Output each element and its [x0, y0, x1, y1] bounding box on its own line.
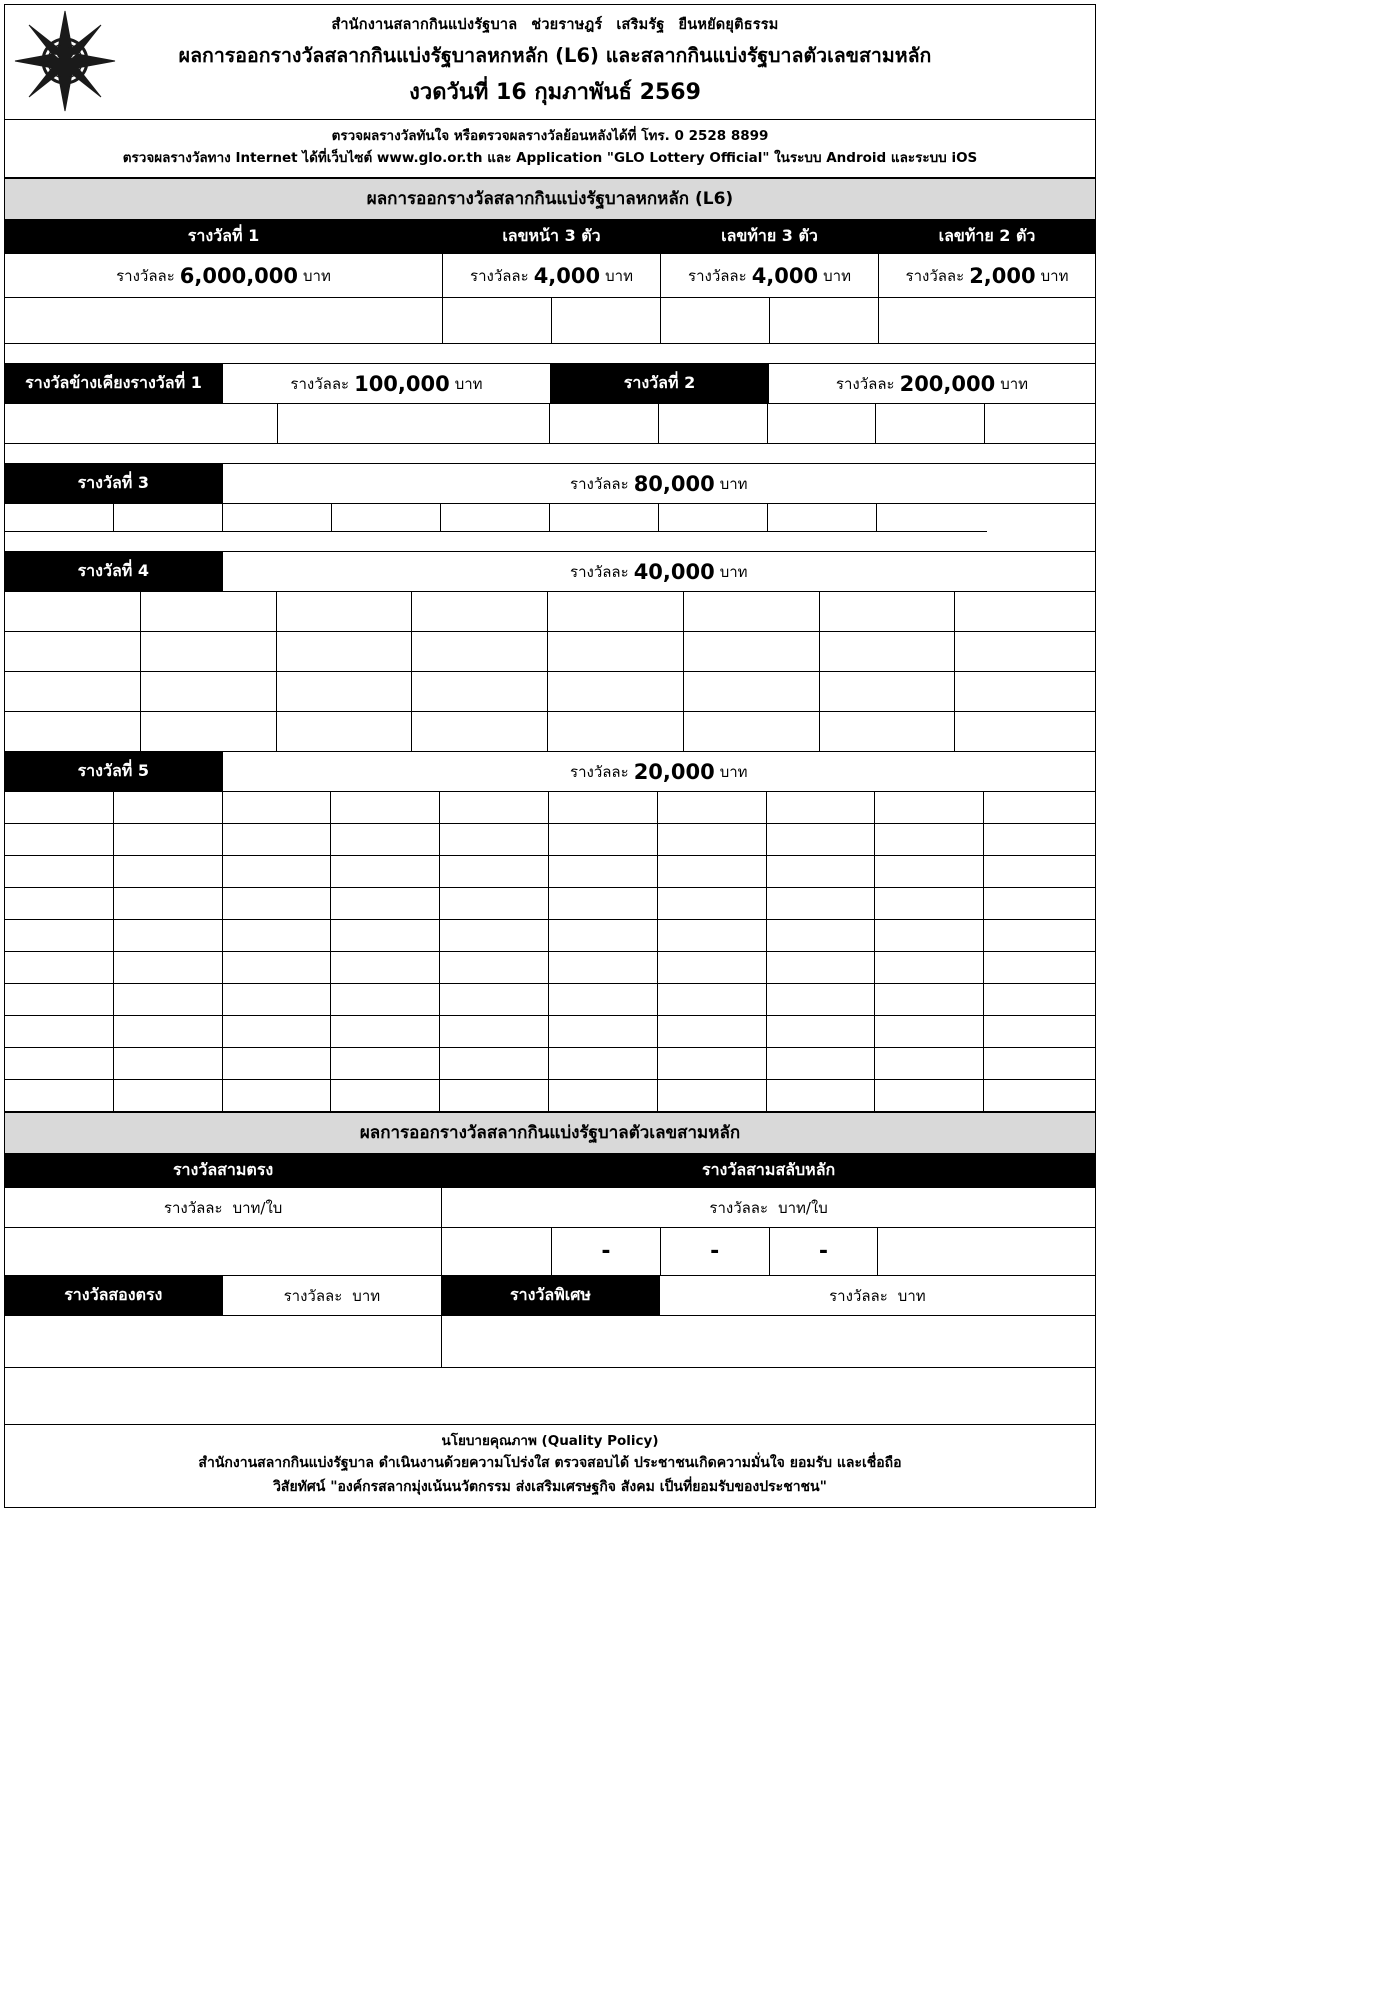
table-cell-prize4	[955, 632, 1095, 672]
table-cell-prize5	[658, 1048, 767, 1080]
table-cell-prize4	[548, 592, 684, 632]
amount-suffix: บาท	[303, 266, 331, 285]
table-cell-prize4	[820, 632, 956, 672]
table-cell-prize5-row	[5, 1080, 1095, 1112]
amount-suffix: บาท	[823, 266, 851, 285]
number-back2	[879, 298, 1095, 344]
l6-section-title: ผลการออกรางวัลสลากกินแบ่งรัฐบาลหกหลัก (L6)	[5, 178, 1095, 220]
table-cell-prize5	[114, 1016, 223, 1048]
table-cell-prize2	[985, 404, 1095, 444]
table-cell-prize4	[548, 632, 684, 672]
table-cell-prize4	[5, 712, 141, 752]
table-cell-prize5	[331, 984, 440, 1016]
table-cell-prize5	[5, 1048, 114, 1080]
number-adjacent-b	[278, 404, 551, 444]
amount-suffix: บาท	[1000, 374, 1029, 393]
table-cell-prize3	[550, 504, 659, 532]
table-cell-prize5	[984, 1080, 1095, 1112]
table-cell-prize5-row	[5, 1016, 1095, 1048]
table-cell-prize5	[223, 1048, 332, 1080]
table-cell-prize5	[984, 888, 1095, 920]
results-sheet	[4, 4, 1096, 1508]
table-cell-prize5	[440, 1016, 549, 1048]
table-cell-prize5	[440, 824, 549, 856]
contact-phone-line: ตรวจผลรางวัลทันใจ หรือตรวจผลรางวัลย้อนหลังได้ที่ โทร. 0 2528 8899	[331, 128, 769, 144]
number-back3-a	[661, 298, 770, 344]
table-cell-prize5	[223, 952, 332, 984]
amount-value-prize5: 20,000	[633, 759, 715, 784]
amount-prefix: รางวัลละ	[829, 1286, 888, 1305]
header-back2: เลขท้าย 2 ตัว	[879, 220, 1095, 254]
table-cell-prize4	[684, 592, 820, 632]
table-cell-prize5	[875, 952, 984, 984]
amount-suffix: บาท/ใบ	[232, 1198, 283, 1217]
table-cell-prize5	[875, 856, 984, 888]
table-cell-prize5	[875, 888, 984, 920]
label-prize5: รางวัลที่ 5	[5, 752, 223, 792]
number-three-straight	[5, 1228, 442, 1276]
table-cell-prize4	[820, 672, 956, 712]
table-cell-prize5	[984, 984, 1095, 1016]
table-cell-prize4	[684, 712, 820, 752]
table-cell-prize5	[223, 824, 332, 856]
table-cell-prize5	[440, 1048, 549, 1080]
table-cell-prize5-row	[5, 984, 1095, 1016]
table-cell-prize5-row	[5, 920, 1095, 952]
table-cell-prize5	[114, 920, 223, 952]
amount-suffix: บาท	[897, 1286, 926, 1305]
table-cell-prize5	[875, 1080, 984, 1112]
table-cell-prize3	[659, 504, 768, 532]
table-cell-prize4-row	[5, 712, 1095, 752]
table-cell-prize5	[223, 1080, 332, 1112]
table-cell-prize5	[5, 792, 114, 824]
table-cell-prize5	[5, 856, 114, 888]
table-cell-prize5	[984, 1016, 1095, 1048]
amount-suffix: บาท	[719, 762, 748, 781]
table-cell-prize5	[658, 792, 767, 824]
garuda-emblem-icon	[5, 9, 125, 113]
table-cell-prize5	[767, 984, 876, 1016]
table-cell-prize4	[820, 712, 956, 752]
prize5-grid	[5, 792, 1095, 1112]
table-cell-prize5	[658, 984, 767, 1016]
amount-suffix: บาท	[719, 474, 748, 493]
amount-prefix: รางวัลละ	[290, 374, 350, 393]
table-cell-prize5	[114, 1048, 223, 1080]
l3-section-title: ผลการออกรางวัลสลากกินแบ่งรัฐบาลตัวเลขสามหลัก	[5, 1112, 1095, 1154]
quality-policy-title: นโยบายคุณภาพ (Quality Policy)	[441, 1433, 659, 1450]
table-cell-prize4	[684, 672, 820, 712]
label-special-prize: รางวัลพิเศษ	[442, 1276, 660, 1316]
table-cell-prize4	[955, 592, 1095, 632]
table-cell-prize5	[114, 888, 223, 920]
table-cell-prize5	[549, 984, 658, 1016]
l3-second-header-row	[5, 1276, 1095, 1316]
amount-value-adjacent: 100,000	[354, 371, 450, 396]
amount-value-back3: 4,000	[751, 263, 819, 288]
table-cell-prize5-row	[5, 888, 1095, 920]
document-footer	[5, 1424, 1095, 1506]
slogan-2: เสริมรัฐ	[616, 17, 665, 33]
amount-value-prize4: 40,000	[633, 559, 715, 584]
number-back3-b	[770, 298, 879, 344]
amount-front3	[443, 254, 661, 298]
amount-prize4	[223, 552, 1095, 592]
table-cell-prize5	[5, 1080, 114, 1112]
label-three-mixed: รางวัลสามสลับหลัก	[442, 1154, 1095, 1188]
table-cell-prize3	[223, 504, 332, 532]
amount-two-straight	[223, 1276, 443, 1316]
table-cell-prize5	[767, 1016, 876, 1048]
table-cell-prize4	[412, 712, 548, 752]
table-cell-prize5	[767, 1080, 876, 1112]
amount-prefix: รางวัลละ	[283, 1286, 343, 1305]
table-cell-prize5	[331, 824, 440, 856]
table-cell-prize4	[277, 712, 413, 752]
table-cell-prize4	[548, 712, 684, 752]
spacer-row-bottom	[5, 1368, 1095, 1424]
table-cell-prize5	[549, 824, 658, 856]
label-three-straight: รางวัลสามตรง	[5, 1154, 442, 1188]
amount-prefix: รางวัลละ	[688, 266, 747, 285]
table-cell-prize5	[549, 888, 658, 920]
table-cell-prize2	[659, 404, 768, 444]
table-cell-prize5	[767, 952, 876, 984]
table-cell-prize3	[768, 504, 877, 532]
footer-line-1: สำนักงานสลากกินแบ่งรัฐบาล ดำเนินงานด้วยความโปร่งใส ตรวจสอบได้ ประชาชนเกิดความมั่นใจ ยอมรับ และเชื่อถือ	[198, 1455, 902, 1472]
table-cell-prize5	[549, 920, 658, 952]
amount-suffix: บาท	[605, 266, 633, 285]
number-adjacent-a	[5, 404, 278, 444]
table-cell-prize5	[5, 824, 114, 856]
table-cell-prize3	[114, 504, 223, 532]
table-cell-prize5	[549, 856, 658, 888]
number-front3-b	[552, 298, 661, 344]
table-cell-prize5	[549, 952, 658, 984]
amount-prefix: รางวัลละ	[835, 374, 895, 393]
number-three-mixed-1: -	[552, 1228, 661, 1276]
table-cell-prize5	[984, 856, 1095, 888]
adjacent-prize2-number-row	[5, 404, 1095, 444]
amount-suffix: บาท	[352, 1286, 381, 1305]
l3-header-row	[5, 1154, 1095, 1188]
table-cell-prize4	[277, 672, 413, 712]
amount-prefix: รางวัลละ	[709, 1198, 769, 1217]
table-cell-prize4	[5, 672, 141, 712]
table-cell-prize5	[549, 792, 658, 824]
header-front3: เลขหน้า 3 ตัว	[443, 220, 661, 254]
amount-prize5	[223, 752, 1095, 792]
table-cell-prize3	[5, 504, 114, 532]
table-cell-prize5	[549, 1048, 658, 1080]
table-cell-prize4	[412, 672, 548, 712]
label-prize3: รางวัลที่ 3	[5, 464, 223, 504]
label-adjacent-first: รางวัลข้างเคียงรางวัลที่ 1	[5, 364, 223, 404]
table-cell-prize5	[223, 920, 332, 952]
table-cell-prize5	[331, 856, 440, 888]
amount-suffix: บาท	[1040, 266, 1069, 285]
table-cell-prize5	[5, 888, 114, 920]
table-cell-prize4	[684, 632, 820, 672]
table-cell-prize5	[440, 792, 549, 824]
amount-first-prize	[5, 254, 443, 298]
table-cell-prize4	[5, 632, 141, 672]
table-cell-prize5	[767, 920, 876, 952]
table-cell-prize5	[440, 952, 549, 984]
number-three-mixed-0	[442, 1228, 552, 1276]
number-special-prize	[442, 1316, 1095, 1368]
table-cell-prize5	[114, 792, 223, 824]
table-cell-prize5	[984, 792, 1095, 824]
table-cell-prize5	[658, 1080, 767, 1112]
amount-value-prize3: 80,000	[633, 471, 715, 496]
table-cell-prize5	[658, 824, 767, 856]
table-cell-prize2	[768, 404, 877, 444]
amount-value-first: 6,000,000	[179, 263, 299, 288]
amount-prefix: รางวัลละ	[570, 474, 629, 493]
table-cell-prize4	[412, 592, 548, 632]
table-cell-prize3	[332, 504, 441, 532]
label-two-straight: รางวัลสองตรง	[5, 1276, 223, 1316]
table-cell-prize5	[331, 1016, 440, 1048]
slogan-0: สำนักงานสลากกินแบ่งรัฐบาล	[331, 17, 518, 33]
table-cell-prize4	[277, 632, 413, 672]
slogan-3: ยืนหยัดยุติธรรม	[678, 17, 779, 33]
table-cell-prize5	[440, 1080, 549, 1112]
table-cell-prize5	[114, 824, 223, 856]
table-cell-prize5-row	[5, 824, 1095, 856]
amount-three-mixed	[442, 1188, 1095, 1228]
prize4-grid	[5, 592, 1095, 752]
document-header	[5, 5, 1095, 120]
table-cell-prize4	[141, 632, 277, 672]
amount-suffix: บาท/ใบ	[778, 1198, 828, 1217]
table-cell-prize4	[955, 672, 1095, 712]
table-cell-prize4-row	[5, 592, 1095, 632]
table-cell-prize5	[5, 952, 114, 984]
number-three-mixed-4	[878, 1228, 1095, 1276]
table-cell-prize5	[331, 1080, 440, 1112]
number-three-mixed-2: -	[661, 1228, 770, 1276]
table-cell-prize4	[141, 672, 277, 712]
table-cell-prize5	[331, 888, 440, 920]
table-cell-prize5	[114, 1080, 223, 1112]
table-cell-prize5	[549, 1016, 658, 1048]
table-cell-prize5	[875, 920, 984, 952]
table-cell-prize5	[984, 824, 1095, 856]
table-cell-prize4	[955, 712, 1095, 752]
page-title: ผลการออกรางวัลสลากกินแบ่งรัฐบาลหกหลัก (L6) และสลากกินแบ่งรัฐบาลตัวเลขสามหลัก	[178, 44, 932, 67]
table-cell-prize4	[277, 592, 413, 632]
header-back3: เลขท้าย 3 ตัว	[661, 220, 879, 254]
number-two-straight	[5, 1316, 442, 1368]
amount-special-prize	[660, 1276, 1095, 1316]
table-cell-prize5	[223, 856, 332, 888]
table-cell-prize4-row	[5, 632, 1095, 672]
table-cell-prize5	[5, 1016, 114, 1048]
table-cell-prize5	[767, 888, 876, 920]
amount-back3	[661, 254, 879, 298]
spacer-row-3	[5, 532, 1095, 552]
table-cell-prize5	[331, 1048, 440, 1080]
table-cell-prize5	[875, 824, 984, 856]
amount-prefix: รางวัลละ	[116, 266, 175, 285]
prize3-number-row	[5, 504, 1095, 532]
amount-prize2	[769, 364, 1095, 404]
table-cell-prize5-row	[5, 952, 1095, 984]
table-cell-prize5-row	[5, 856, 1095, 888]
table-cell-prize5	[223, 984, 332, 1016]
contact-internet-line: ตรวจผลรางวัลทาง Internet ได้ที่เว็บไซต์ www.glo.or.th และ Application "GLO Lottery Official" ในระบบ Android และระบบ iOS	[122, 149, 978, 166]
table-cell-prize5	[875, 1016, 984, 1048]
table-cell-prize5	[658, 920, 767, 952]
table-cell-prize5	[875, 984, 984, 1016]
table-cell-prize5	[767, 1048, 876, 1080]
table-cell-prize5	[440, 888, 549, 920]
table-cell-prize4	[141, 592, 277, 632]
table-cell-prize5	[440, 984, 549, 1016]
table-cell-prize5	[875, 792, 984, 824]
amount-value-front3: 4,000	[533, 263, 601, 288]
table-cell-prize3	[441, 504, 550, 532]
amount-prefix: รางวัลละ	[570, 762, 629, 781]
number-first-prize	[5, 298, 443, 344]
table-cell-prize5	[440, 856, 549, 888]
spacer-row-1	[5, 344, 1095, 364]
footer-line-2: วิสัยทัศน์ "องค์กรสลากมุ่งเน้นนวัตกรรม ส่งเสริมเศรษฐกิจ สังคม เป็นที่ยอมรับของประชาชน"	[273, 1478, 827, 1495]
amount-adjacent-first	[223, 364, 551, 404]
spacer-row-2	[5, 444, 1095, 464]
table-cell-prize5	[549, 1080, 658, 1112]
table-cell-prize5	[114, 856, 223, 888]
table-cell-prize5	[331, 792, 440, 824]
amount-prefix: รางวัลละ	[163, 1198, 223, 1217]
amount-suffix: บาท	[454, 374, 483, 393]
table-cell-prize5	[767, 856, 876, 888]
table-cell-prize5	[331, 952, 440, 984]
number-three-mixed-3: -	[770, 1228, 879, 1276]
table-cell-prize5	[114, 952, 223, 984]
l3-second-number-row	[5, 1316, 1095, 1368]
prize5-header-row	[5, 752, 1095, 792]
table-cell-prize2	[876, 404, 985, 444]
prize3-header-row	[5, 464, 1095, 504]
l6-header-row	[5, 220, 1095, 254]
table-cell-prize2	[550, 404, 659, 444]
table-cell-prize5	[875, 1048, 984, 1080]
table-cell-prize5	[331, 920, 440, 952]
table-cell-prize5	[658, 1016, 767, 1048]
l6-amount-row	[5, 254, 1095, 298]
l6-number-row	[5, 298, 1095, 344]
slogan-1: ช่วยราษฎร์	[531, 17, 603, 33]
label-prize2: รางวัลที่ 2	[551, 364, 769, 404]
table-cell-prize4	[141, 712, 277, 752]
table-cell-prize5	[5, 984, 114, 1016]
amount-value-back2: 2,000	[969, 263, 1036, 288]
amount-prefix: รางวัลละ	[570, 562, 629, 581]
table-cell-prize4	[412, 632, 548, 672]
amount-prefix: รางวัลละ	[470, 266, 529, 285]
prize4-header-row	[5, 552, 1095, 592]
table-cell-prize5	[440, 920, 549, 952]
table-cell-prize4-row	[5, 672, 1095, 712]
slogan-line	[125, 13, 985, 36]
table-cell-prize5-row	[5, 792, 1095, 824]
table-cell-prize5	[984, 952, 1095, 984]
adjacent-prize2-header-row	[5, 364, 1095, 404]
table-cell-prize5	[114, 984, 223, 1016]
table-cell-prize5	[767, 792, 876, 824]
contact-block	[5, 120, 1095, 178]
table-cell-prize5	[658, 952, 767, 984]
draw-date-title: งวดวันที่ 16 กุมภาพันธ์ 2569	[409, 80, 701, 105]
amount-three-straight	[5, 1188, 442, 1228]
table-cell-prize5	[984, 1048, 1095, 1080]
table-cell-prize5-row	[5, 1048, 1095, 1080]
number-front3-a	[443, 298, 552, 344]
table-cell-prize5	[223, 1016, 332, 1048]
table-cell-prize5	[767, 824, 876, 856]
table-cell-prize5	[984, 920, 1095, 952]
label-prize4: รางวัลที่ 4	[5, 552, 223, 592]
l3-amount-row	[5, 1188, 1095, 1228]
table-cell-prize5	[223, 888, 332, 920]
table-cell-prize4	[548, 672, 684, 712]
table-cell-prize3	[877, 504, 987, 532]
table-cell-prize4	[820, 592, 956, 632]
amount-value-prize2: 200,000	[899, 371, 996, 396]
amount-prefix: รางวัลละ	[905, 266, 965, 285]
table-cell-prize5	[223, 792, 332, 824]
l3-number-row	[5, 1228, 1095, 1276]
amount-suffix: บาท	[719, 562, 748, 581]
amount-back2	[879, 254, 1095, 298]
table-cell-prize5	[658, 856, 767, 888]
table-cell-prize5	[5, 920, 114, 952]
table-cell-prize4	[5, 592, 141, 632]
header-first-prize: รางวัลที่ 1	[5, 220, 443, 254]
table-cell-prize5	[658, 888, 767, 920]
amount-prize3	[223, 464, 1095, 504]
header-text-block	[125, 13, 1095, 109]
